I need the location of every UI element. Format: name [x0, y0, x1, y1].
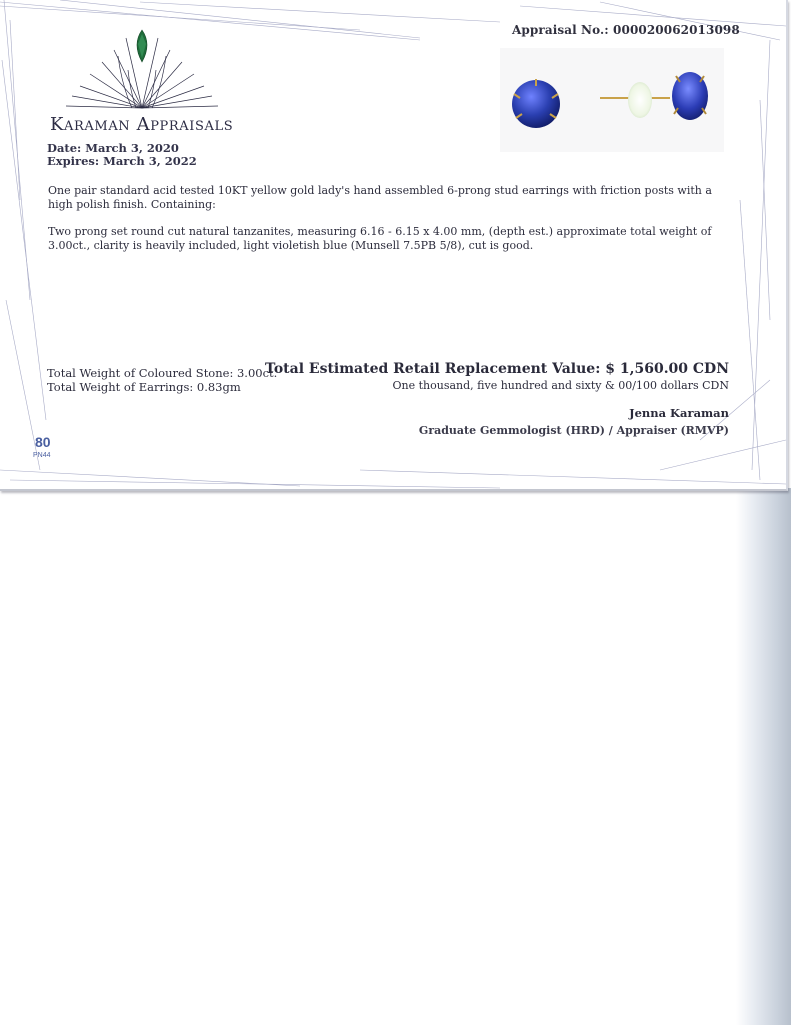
- earrings-weight: Total Weight of Earrings: 0.83gm: [47, 380, 241, 394]
- page-edge-shadow: [736, 488, 791, 1025]
- company-logo: [62, 26, 222, 116]
- replacement-value: Total Estimated Retail Replacement Value: $ 1,560.00 CDN: [265, 361, 729, 377]
- coloured-stone-weight: Total Weight of Coloured Stone: 3.00ct.: [47, 366, 278, 380]
- weights-summary: [47, 366, 277, 394]
- appraisal-date: Date: March 3, 2020: [47, 141, 179, 155]
- appraiser-name: Jenna Karaman: [629, 406, 729, 420]
- appraisal-number: Appraisal No.: 000020062013098: [512, 23, 740, 37]
- replacement-value-words: One thousand, five hundred and sixty & 00/100 dollars CDN: [392, 379, 729, 392]
- earrings-photo: [500, 48, 724, 152]
- page-code: PN44: [33, 452, 51, 459]
- appraisal-certificate: [0, 0, 788, 491]
- company-name: Karaman Appraisals: [50, 114, 234, 135]
- expiry-date: Expires: March 3, 2022: [47, 154, 197, 168]
- description-setting: One pair standard acid tested 10KT yellow gold lady's hand assembled 6-prong stud earrings with friction posts with a high polish finish. Containing:: [48, 184, 712, 211]
- page-number: 80: [35, 434, 51, 450]
- appraiser-title: Graduate Gemmologist (HRD) / Appraiser (RMVP): [418, 424, 729, 437]
- description-stones: Two prong set round cut natural tanzanites, measuring 6.16 - 6.15 x 4.00 mm, (depth est.) approximate total weight of 3.00ct., clarity is heavily included, light violetish blue (Munsell 7.5PB 5/8), cut is good.: [48, 225, 712, 252]
